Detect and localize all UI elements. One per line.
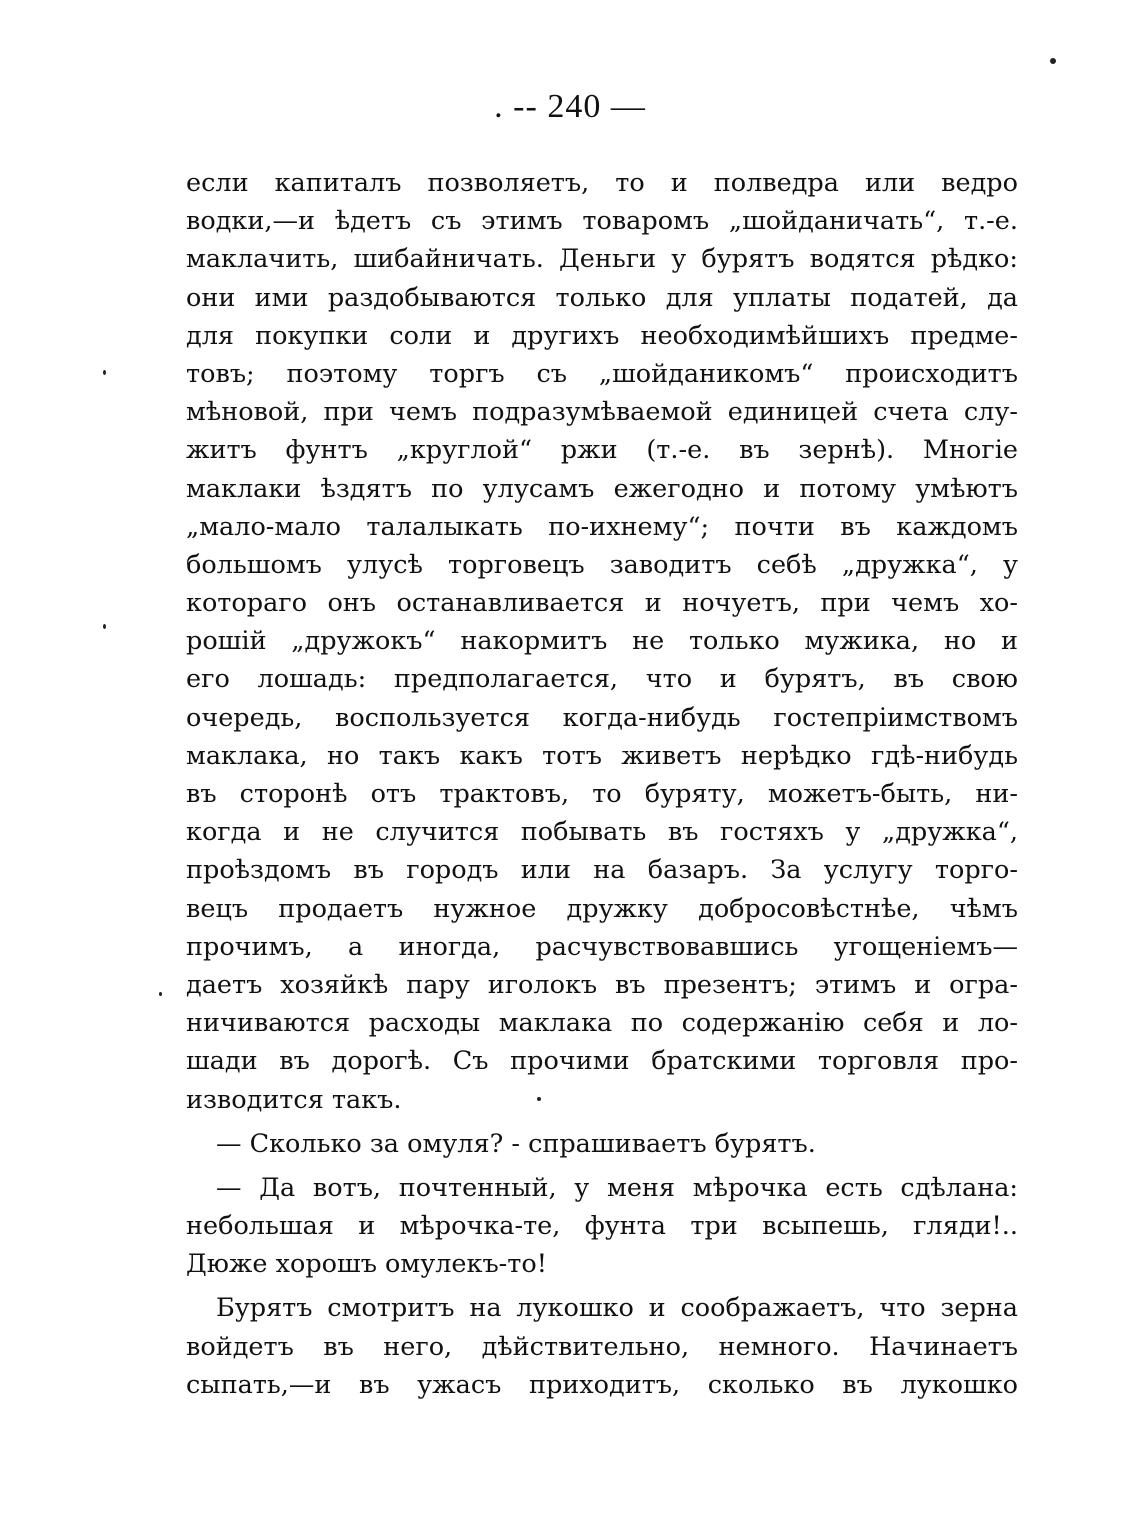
text-line: мѣновой, при чемъ подразумѣваемой единицей счета слу- [186, 397, 1018, 428]
scan-speck [159, 992, 162, 996]
text-line: житъ фунтъ „круглой“ ржи (т.-е. въ зернѣ). Многіе [186, 435, 1018, 466]
text-line: проѣздомъ въ городъ или на базаръ. За услугу торго- [186, 855, 1018, 886]
text-line: они ими раздобываются только для уплаты податей, да [186, 282, 1018, 313]
text-line: для покупки соли и другихъ необходимѣйшихъ предме- [186, 320, 1018, 351]
text-line: маклаки ѣздятъ по улусамъ ежегодно и потому умѣютъ [186, 473, 1018, 504]
page-number: . -- 240 — [494, 88, 646, 125]
text-line: прочимъ, а иногда, расчувствовавшись угощеніемъ— [186, 931, 1018, 962]
text-line: очередь, воспользуется когда-нибудь гостепріимствомъ [186, 702, 1018, 733]
dialogue-line: — Сколько за омуля? - спрашиваетъ бурятъ. [216, 1128, 816, 1159]
text-line: маклака, но такъ какъ тотъ живетъ нерѣдко гдѣ-нибудь [186, 740, 1018, 771]
text-line: сыпать,—и въ ужасъ приходитъ, сколько въ лукошко [186, 1369, 1018, 1400]
text-line: водки,—и ѣдетъ съ этимъ товаромъ „шойданичать“, т.-е. [186, 206, 1018, 237]
text-line: его лошадь: предполагается, что и бурятъ, въ свою [186, 664, 1018, 695]
text-line: маклачить, шибайничать. Деньги у бурятъ водятся рѣдко: [186, 244, 1018, 275]
text-line: Бурятъ смотритъ на лукошко и соображаетъ, что зерна [216, 1293, 1018, 1324]
text-line: если капиталъ позволяетъ, то и полведра или ведро [186, 168, 1018, 198]
scan-speck [537, 1097, 541, 1101]
text-line: въ сторонѣ отъ трактовъ, то буряту, можетъ-быть, ни- [186, 779, 1018, 809]
text-line: шади въ дорогѣ. Съ прочими братскими торговля про- [186, 1046, 1018, 1077]
text-line: даетъ хозяйкѣ пару иголокъ въ презентъ; этимъ и огра- [186, 969, 1018, 1000]
text-line: когда и не случится побывать въ гостяхъ у „дружка“, [186, 817, 1018, 848]
scan-speck [103, 370, 106, 375]
main-text [186, 164, 1018, 1404]
scan-speck [1050, 58, 1056, 64]
text-line: „мало-мало талалыкать по-ихнему“; почти въ каждомъ [186, 511, 1018, 542]
text-line: войдетъ въ него, дѣйствительно, немного. Начинаетъ [186, 1331, 1018, 1362]
dialogue-line: — Да вотъ, почтенный, у меня мѣрочка есть сдѣлана: [216, 1172, 1018, 1203]
dialogue-line: небольшая и мѣрочка-те, фунта три всыпешь, гляди!.. [186, 1211, 1018, 1242]
text-line: котораго онъ останавливается и ночуетъ, при чемъ хо- [186, 588, 1018, 619]
dialogue-line: Дюже хорошъ омулекъ-то! [186, 1249, 547, 1280]
scan-speck [103, 624, 106, 629]
text-line: большомъ улусѣ торговецъ заводитъ себѣ „дружка“, у [186, 549, 1018, 580]
text-line: изводится такъ. [186, 1084, 402, 1115]
text-line: товъ; поэтому торгъ съ „шойданикомъ“ происходитъ [186, 358, 1018, 389]
text-line: ничиваются расходы маклака по содержанію себя и ло- [186, 1008, 1018, 1039]
text-line: рошій „дружокъ“ накормитъ не только мужика, но и [186, 626, 1018, 657]
text-line: вецъ продаетъ нужное дружку добросовѣстнѣе, чѣмъ [186, 893, 1018, 924]
